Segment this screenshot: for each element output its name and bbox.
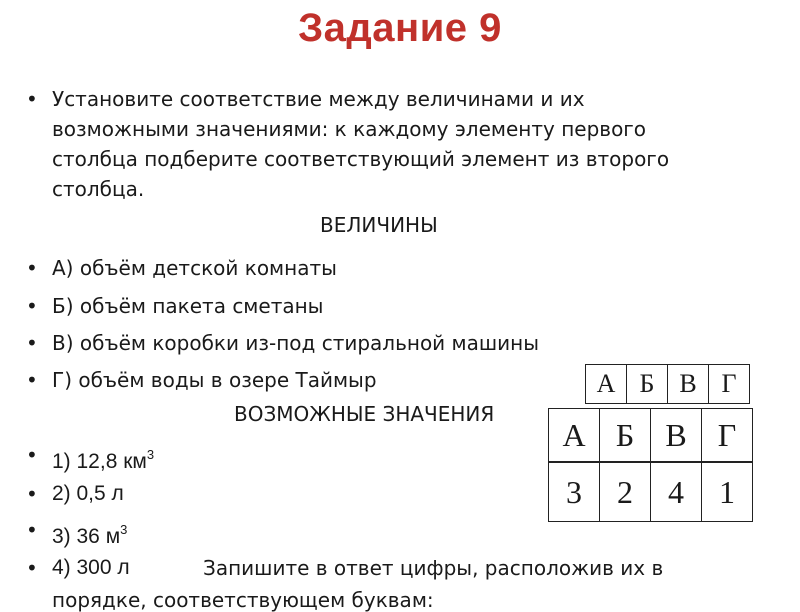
answer-table-cell-a: 3 <box>549 462 600 522</box>
letters-table-cell-v: В <box>668 365 709 404</box>
quantities-header: ВЕЛИЧИНЫ <box>320 213 438 237</box>
answer-table <box>548 408 753 522</box>
quantity-b: Б) объём пакета сметаны <box>52 294 324 318</box>
bullet: • <box>26 87 38 111</box>
answer-table-header-v: В <box>651 409 702 463</box>
intro-line-3: столбца подберите соответствующий элемент из второго <box>52 147 670 171</box>
bullet: • <box>26 331 38 355</box>
intro-line-2: возможными значениями: к каждому элементу первого <box>52 117 647 141</box>
letters-table-cell-a: А <box>586 365 627 404</box>
answer-table-header-b: Б <box>600 409 651 463</box>
values-header: ВОЗМОЖНЫЕ ЗНАЧЕНИЯ <box>234 402 495 426</box>
bullet: • <box>26 256 38 280</box>
letters-table-cell-b: Б <box>627 365 668 404</box>
bullet: • <box>26 556 38 580</box>
letters-table-cell-g: Г <box>709 365 750 404</box>
quantity-a: А) объём детской комнаты <box>52 256 337 280</box>
value-1-text: 1) 12,8 км <box>52 450 147 473</box>
value-3 <box>52 518 127 549</box>
value-1-sup: 3 <box>146 447 155 462</box>
bullet: • <box>26 294 38 318</box>
instruction-line-2: порядке, соответствующем буквам: <box>52 588 434 612</box>
value-1 <box>52 443 154 474</box>
value-2: 2) 0,5 л <box>52 482 124 505</box>
bullet: • <box>26 518 38 542</box>
answer-table-header-a: А <box>549 409 600 463</box>
instruction-line-1: Запишите в ответ цифры, расположив их в <box>203 556 664 580</box>
slide-title: Задание 9 <box>298 6 502 50</box>
bullet: • <box>26 368 38 392</box>
answer-table-cell-b: 2 <box>600 462 651 522</box>
value-3-text: 3) 36 м <box>52 525 121 548</box>
value-4: 4) 300 л <box>52 556 130 579</box>
intro-line-4: столбца. <box>52 177 145 201</box>
quantity-g: Г) объём воды в озере Таймыр <box>52 368 377 392</box>
answer-table-cell-g: 1 <box>702 462 753 522</box>
answer-table-header-g: Г <box>702 409 753 463</box>
letters-table <box>585 364 750 404</box>
value-3-sup: 3 <box>120 522 128 537</box>
intro-line-1: Установите соответствие между величинами и их <box>52 87 585 111</box>
bullet: • <box>26 443 38 467</box>
quantity-v: В) объём коробки из-под стиральной машины <box>52 331 540 355</box>
answer-table-cell-v: 4 <box>651 462 702 522</box>
bullet: • <box>26 482 38 506</box>
